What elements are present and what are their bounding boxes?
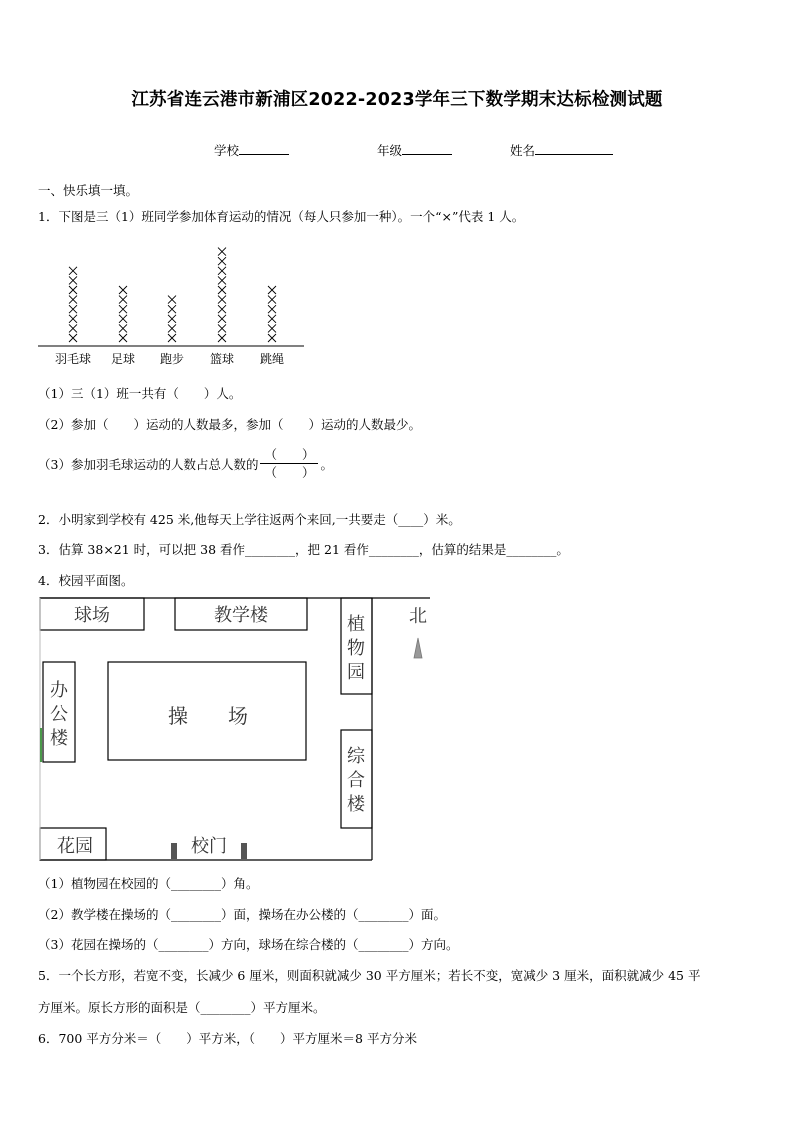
page-title: 江苏省连云港市新浦区2022-2023学年三下数学期末达标检测试题: [131, 90, 663, 110]
sub3-suffix: 。: [320, 456, 333, 472]
chart-x-mark: [268, 286, 276, 294]
chart-x-mark: [119, 305, 127, 313]
ball-court-label: 球场: [74, 605, 110, 626]
chart-x-mark: [119, 315, 127, 323]
chart-x-mark: [119, 334, 127, 342]
section-heading: 一、快乐填一填。: [38, 183, 139, 198]
chart-category-label: 羽毛球: [54, 352, 92, 366]
fraction-numerator[interactable]: （ ）: [260, 446, 318, 464]
gate-post-left: [171, 843, 177, 859]
chart-column-1: [111, 286, 135, 366]
chart-x-mark: [69, 286, 77, 294]
north-label: 北: [409, 606, 427, 627]
question-1-sub2: （2）参加（ ）运动的人数最多，参加（ ）运动的人数最少。: [38, 417, 421, 432]
question-5-line2: 方厘米。原长方形的面积是（________）平方厘米。: [38, 1000, 326, 1015]
question-6: 6．700 平方分米＝（ ）平方米，（ ）平方厘米＝8 平方分米: [38, 1031, 417, 1046]
gate-post-right: [241, 843, 247, 859]
grade-blank[interactable]: [402, 142, 452, 155]
north-arrow-icon: [414, 638, 422, 658]
chart-x-mark: [218, 305, 226, 313]
question-4-sub2: （2）教学楼在操场的（________）面，操场在办公楼的（________）面。: [38, 907, 446, 922]
chart-column-3: [210, 248, 234, 366]
question-1-text: 1．下图是三（1）班同学参加体育运动的情况（每人只参加一种）。一个“×”代表 1 人。: [38, 209, 525, 224]
name-blank[interactable]: [535, 142, 613, 155]
chart-x-mark: [218, 315, 226, 323]
office-label-2: 公: [50, 704, 68, 725]
sub3-prefix: （3）参加羽毛球运动的人数占总人数的: [38, 456, 259, 472]
question-3: 3．估算 38×21 时，可以把 38 看作________，把 21 看作________，估算的结果是________。: [38, 542, 569, 557]
chart-x-mark: [168, 315, 176, 323]
chart-x-mark: [119, 296, 127, 304]
chart-x-mark: [218, 286, 226, 294]
chart-x-mark: [218, 276, 226, 284]
chart-x-mark: [69, 276, 77, 284]
garden-label: 花园: [57, 836, 93, 857]
chart-x-mark: [218, 267, 226, 275]
chart-x-mark: [168, 334, 176, 342]
question-4-text: 4．校园平面图。: [38, 573, 134, 588]
chart-x-mark: [218, 324, 226, 332]
chart-x-mark: [69, 267, 77, 275]
chart-x-mark: [119, 286, 127, 294]
chart-x-mark: [168, 324, 176, 332]
chart-x-mark: [268, 296, 276, 304]
chart-x-mark: [218, 296, 226, 304]
chart-x-mark: [69, 315, 77, 323]
chart-x-mark: [268, 324, 276, 332]
chart-x-mark: [69, 334, 77, 342]
chart-x-mark: [218, 248, 226, 256]
chart-x-mark: [268, 315, 276, 323]
chart-x-mark: [268, 305, 276, 313]
chart-x-mark: [218, 257, 226, 265]
grade-field[interactable]: [377, 141, 452, 159]
complex-label-1: 综: [347, 746, 365, 767]
question-1-sub1: （1）三（1）班一共有（ ）人。: [38, 386, 242, 401]
chart-category-label: 足球: [110, 352, 136, 366]
chart-x-mark: [69, 296, 77, 304]
chart-category-label: 篮球: [209, 352, 235, 366]
school-blank[interactable]: [239, 142, 289, 155]
botanic-label-3: 园: [347, 662, 365, 683]
chart-x-mark: [268, 334, 276, 342]
fraction-answer[interactable]: [260, 446, 318, 481]
gate-label: 校门: [191, 836, 227, 857]
chart-x-mark: [168, 305, 176, 313]
chart-column-2: [160, 296, 184, 366]
school-label: 学校: [214, 143, 240, 158]
teaching-label: 教学楼: [214, 605, 268, 626]
chart-x-mark: [69, 324, 77, 332]
chart-column-0: [55, 267, 91, 366]
school-field[interactable]: [214, 141, 289, 159]
fraction-denominator[interactable]: （ ）: [264, 465, 315, 480]
question-2: 2．小明家到学校有 425 米,他每天上学往返两个来回,一共要走（____）米。: [38, 512, 461, 527]
playground-label: 操 场: [168, 704, 248, 728]
botanic-label-1: 植: [347, 614, 365, 635]
office-label-3: 楼: [50, 728, 68, 749]
botanic-label-2: 物: [347, 638, 365, 659]
office-label-1: 办: [50, 680, 68, 701]
question-5-line1: 5．一个长方形，若宽不变，长减少 6 厘米，则面积就减少 30 平方厘米；若长不变，宽减少 3 厘米，面积就减少 45 平: [38, 968, 701, 983]
grade-label: 年级: [377, 143, 403, 158]
chart-x-mark: [119, 324, 127, 332]
chart-x-mark: [218, 334, 226, 342]
complex-label-3: 楼: [347, 794, 365, 815]
name-label: 姓名: [510, 143, 536, 158]
question-1-sub3: [38, 446, 333, 481]
name-field[interactable]: [510, 141, 613, 159]
chart-category-label: 跳绳: [259, 352, 285, 366]
campus-map: [38, 596, 438, 866]
chart-x-mark: [69, 305, 77, 313]
chart-column-4: [260, 286, 284, 366]
sports-chart: [36, 236, 311, 371]
question-4-sub3: （3）花园在操场的（________）方向，球场在综合楼的（________）方向。: [38, 937, 459, 952]
chart-x-mark: [168, 296, 176, 304]
chart-category-label: 跑步: [159, 352, 185, 366]
question-4-sub1: （1）植物园在校园的（________）角。: [38, 876, 259, 891]
complex-label-2: 合: [347, 770, 365, 791]
